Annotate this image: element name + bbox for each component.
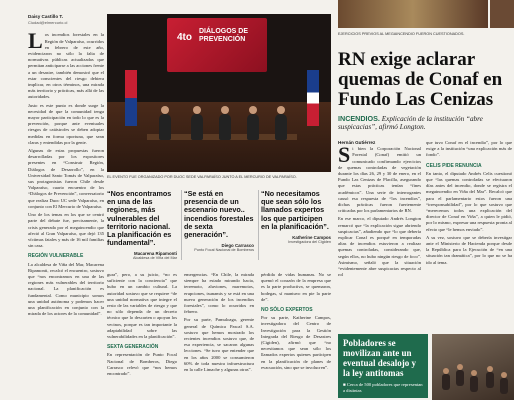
article-column [184, 272, 254, 375]
paragraph: Uno de los temas en los que se centró parte del debate fue, precisamente, la crisis generada por el megaincendio que afectó al Gran Valparaíso, que dejó 135 víctimas fatales y más de 16 mil familias sin casa. [28, 212, 104, 249]
deck [338, 115, 510, 132]
story-photo-secondary [490, 0, 514, 28]
quotes-row [107, 190, 331, 268]
quote-role: Investigadora del Cigiden [288, 240, 331, 245]
paragraph: A su vez, sostuvo que se debería investigar ante el Ministerio de Hacienda porque desde la República para la Ejecución de “en una situación tan dramática”, por lo que no se ha ido al tema. [426, 234, 512, 265]
story-photo [338, 0, 488, 28]
article-column [107, 272, 177, 379]
flag-icon [307, 70, 319, 126]
secondary-story-box [338, 334, 428, 398]
deck-text: Explicación de la institución “abre suspicacias”, afirmó Longton. [338, 115, 483, 132]
paragraph: Justo es este punto es donde surge la necesidad de que la comunidad tenga mayor participación en todo lo que es la prevención, porque ante eventuales riesgos de catástrofes se deben adoptar medidas en forma oportuna, que sean claras y entendidas por la gente. [28, 102, 104, 145]
event-photo [107, 14, 331, 172]
column-divider [181, 190, 182, 260]
person-figure [470, 376, 478, 392]
paragraph: Por su parte, Katherine Campos, investigadora del Centro de Investigación para la Gestión Integrada del Riesgo de Desastres (Cigiden), afirmó que “no necesitamos que sean sólo los llamados expertos quienes participen en la planificación de planes de evacuación, sino que se involucren”. [261, 315, 331, 370]
subhead: REGIÓN VULNERABLE [28, 253, 84, 260]
panelist-figure [191, 114, 203, 140]
person-figure [500, 378, 508, 394]
deck-label: INCENDIOS. [338, 114, 380, 123]
paragraph: pérdida de vidas humanas. No se quemó el corazón de la empresa que es la parte productiva, se quemaron, bodegas, sí mantuvo en pie la parte de”. [261, 272, 331, 302]
paragraph: La alcaldesa de Viña del Mar, Macarena Ripamonti, recalcó el encuentro, sostuvo que “nos encontramos en una de las regiones más vulnerables del territorio nacional. La planificación es fundamental. Como municipio somos una unidad autónoma y podemos hacer una planificación en conjunto con la mirada de los actores de la comunidad”. [28, 261, 104, 317]
protest-photo [432, 334, 514, 400]
column-divider [258, 190, 259, 260]
quote-author: Katherine Campos [292, 235, 331, 241]
paragraph-text: os incendios forestales en la Región de Valparaíso, ocurridos en febrero de este año, evidenciaron no sólo la falta de normativas públicas actualizadas que permitan anticiparse a las acciones frente a un desastre, también demostró que el estar conscientes del riesgo debiera implicar, en otros términos, una mirada más territorio y prácticas, más allá de las autoridades. [28, 32, 104, 100]
pull-quote [261, 190, 331, 244]
article-column [261, 272, 331, 373]
dropcap: L [28, 28, 43, 54]
subhead: CELIS PIDE RENUNCIA [426, 162, 482, 169]
paragraph: Por su parte, Pamuloaga, gerente general de Química Pascal S.A. sostuvo que hemos mostrado los recientes incendios sostuvo que, de esa experiencia, se sacaron algunas lecciones. “Se tuvo que entender que en los años 2000 se consumieron 60% de toda nuestra infraestructura en la calle Limache y algunas otras”. [184, 317, 254, 373]
byline: Hernán Gutiérrez [338, 140, 376, 145]
quote-author: Diego Carrasco [221, 243, 254, 249]
flag-icon [125, 70, 137, 126]
subhead: NO SÓLO EXPERTOS [261, 307, 313, 314]
headline: RN exige aclarar quemas de Conaf en Fundo Las Cenizas [338, 49, 503, 110]
paragraph: En ese marco, el diputado Andrés Longton remarcó que “la explicación sigue abriendo suspicacias”, añadiendo que “lo que debería explicar Conaf es porqué en temporadas altas de incendios estuvieron a realizar quemas controladas, considerando que, según ellos, no hubo ningún riesgo de foco”. Asimismo, señaló que la situación “evidentemente abre suspicacias respecto al rol [338, 216, 421, 278]
quote-author: Macarena Ripamonti [134, 251, 177, 257]
quote-role: Alcaldesa de Viña del Mar [132, 256, 177, 261]
paragraph: En tanto, el diputado Andrés Celis cuestionó que “las quemas controladas se efectuaron días antes del incendio, donde se registra el megaincendio en Viña del Mar”. Recalcó que para el parlamentario estos fueron una “irresponsabilidad”, por lo que sostuvo que “merecemos todos una explicación del director de Conaf en Viña”, a quien le pidió, por lo mismo, expresar una respuesta pronta al efecto que “le hemos enviado”. [426, 170, 512, 232]
pull-quote [184, 190, 254, 252]
stage-screen [167, 18, 267, 72]
article-column [338, 140, 421, 280]
paragraph-text: i bien la Corporación Nacional Forestal (Conaf) emitió un comunicado confirmando ejercicios de quemas controladas de vegetación durante los días 26, 29 y 30 de enero, en el Fundo Las Cenizas de Placilla, asegurando que estas prácticas tenían “fines académicos”. Una serie de interrogantes causó esa respuesta de “los incendios”, dichas prácticas fueron fuertemente criticadas por los parlamentarios de RN. [338, 146, 421, 214]
panelist-figure [247, 114, 259, 140]
article-left-column [28, 14, 104, 319]
article-column [426, 140, 512, 268]
paragraph: Algunas de estas propuestas fueron desarrolladas por los expositores presentes en “Construir Región, Diálogos de Desarrollo”, en la Universidad Santo Tomás de Valparaíso, sus protagonistas fueron Chile desde Valparaíso, cuarto encuentro de los “Diálogos de Prevención”, conversatorio que realiza Duoc UC sede Valparaíso, en conjunto con El Mercurio de Valparaíso. [28, 148, 104, 209]
quote-text: “Nos encontramos en una de las regiones, más vulnerables del territorio nacional. La planificación es fundamental”. [107, 189, 172, 248]
photo-caption: EL EVENTO FUE ORGANIZADO POR DUOC SEDE VALPARAÍSO JUNTO A EL MERCURIO DE VALPARAÍSO. [107, 175, 297, 179]
pull-quote [107, 190, 177, 260]
dropcap: S [338, 142, 351, 168]
panelist-figure [275, 114, 287, 140]
person-figure [486, 372, 494, 388]
paragraph: emergencias. “En Chile, la mirada siempre ha estado mirando hacia, terremoto, aluviones, maremotos, erupciones, tsunamis y se está en una nueva generación de los incendios forestales”, como lo ocurridos en febrero. [184, 272, 254, 315]
quote-text: “No necesitamos que sean sólo los llamados expertos los que participen en la planificación”. [261, 189, 329, 231]
secondary-headline: Pobladores se movilizan ante un eventual desalojo y la ley antitomas [343, 338, 416, 378]
byline: Daisy Castillo T. [28, 14, 63, 19]
paragraph: En representación de Punto Focal Nacional de Bomberos, Diego Carrasco relevó que “nos hemos encontrado”. [107, 352, 177, 377]
person-figure [442, 374, 450, 390]
byline-email[interactable]: Ciudad@elmercurio.cl [28, 20, 68, 26]
photo-caption: EJERCICIOS PREVIOS AL MEGAINCENDIO FUERON CUESTIONADOS. [338, 32, 465, 36]
screen-title: DIÁLOGOS DE PREVENCIÓN [199, 28, 249, 43]
person-figure [456, 370, 464, 386]
panelist-figure [219, 114, 231, 140]
secondary-text: ■ Cerca de 500 pobladores que representan a distintas [343, 382, 423, 394]
subhead: SEXTA GENERACIÓN [107, 344, 159, 351]
paragraph: que tuvo Conaf en el incendio”, por lo que exige a la institución “una explicación más de fondo”. [426, 140, 512, 158]
paragraph [28, 28, 104, 100]
quote-role: Punto Focal Nacional de Bomberos [194, 248, 254, 253]
panelist-figure [159, 114, 171, 140]
screen-number: 4to [177, 32, 192, 43]
paragraph: gura”, pero, a su juicio, “no es suficiente con la conciencia” que hubo en un cambio cultural. La autoridad sostuvo que se requiere “de una unidad normativa que integre el resto de las variables de riesgo y que no sólo dependa de un decreto técnico que lo descarten o apoyan los vecinos, porque es tan importante la adaptabilidad sobre las vulnerabilidades en la planificación”. [107, 272, 177, 340]
quote-text: “Se está en presencia de un escenario nuevo.. incendios forestales de sexta generación”. [184, 189, 254, 240]
